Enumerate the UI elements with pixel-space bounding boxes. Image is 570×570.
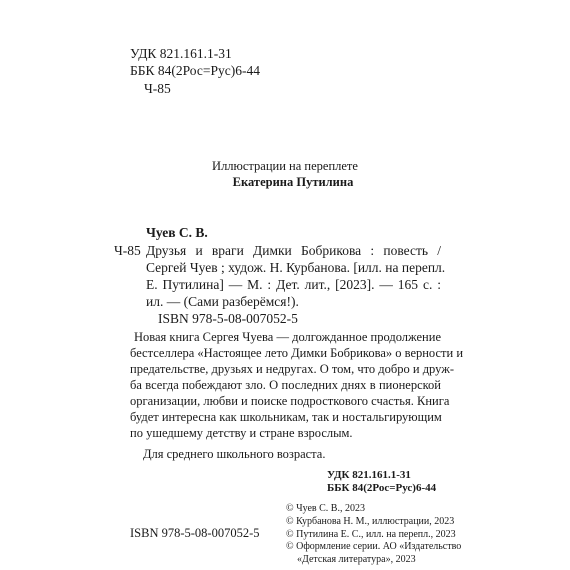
catalog-isbn: ISBN 978-5-08-007052-5	[158, 311, 298, 326]
annotation-line: предательстве, друзьях и недругах. О том, что добро и друж-	[130, 362, 455, 376]
age-note: Для среднего школьного возраста.	[143, 447, 326, 461]
annotation-line: организации, любви и поиске подросткового счастья. Книга	[130, 394, 450, 408]
copyright-block	[286, 503, 461, 567]
copyright-line: © Чуев С. В., 2023	[286, 503, 365, 514]
description-line: Друзья и враги Димки Бобрикова : повесть /	[146, 243, 441, 258]
copyright-line: © Курбанова Н. М., иллюстрации, 2023	[286, 515, 455, 527]
copyright-line: © Путилина Е. С., илл. на перепл., 2023	[286, 528, 456, 540]
illustrator-name: Екатерина Путилина	[232, 175, 354, 189]
description-line: ил. — (Сами разберёмся!).	[146, 294, 299, 309]
annotation-line: ба всегда побеждают зло. О последних днях в пионерской	[130, 378, 441, 392]
udk-code-top: УДК 821.161.1-31	[130, 46, 232, 61]
bbk-code-top: ББК 84(2Рос=Рус)6-44	[130, 63, 260, 78]
annotation	[130, 329, 464, 441]
author-sign-top: Ч-85	[144, 81, 171, 96]
description-line: Сергей Чуев ; худож. Н. Курбанова. [илл. на перепл.	[146, 260, 446, 275]
catalog-description	[146, 242, 446, 310]
annotation-line: по ушедшему детству и стране взрослым.	[130, 426, 353, 440]
catalog-author-heading: Чуев С. В.	[146, 225, 208, 240]
illustrator-credit-label: Иллюстрации на переплете	[212, 159, 358, 173]
annotation-line: будет интересна как школьникам, так и ностальгирующим	[130, 410, 442, 424]
catalog-author-sign: Ч-85	[114, 243, 141, 258]
bbk-code-card: ББК 84(2Рос=Рус)6-44	[327, 482, 437, 494]
copyright-line: © Оформление серии. АО «Издательство	[286, 541, 462, 553]
description-line: Е. Путилина] — М. : Дет. лит., [2023]. — 165 с. :	[146, 277, 441, 292]
annotation-line: бестселлера «Настоящее лето Димки Бобрикова» о верности и	[130, 346, 464, 360]
annotation-line: Новая книга Сергея Чуева — долгожданное продолжение	[133, 330, 441, 344]
isbn-bottom: ISBN 978-5-08-007052-5	[130, 526, 260, 540]
udk-code-card: УДК 821.161.1-31	[327, 469, 411, 481]
copyright-line: «Детская литература», 2023	[297, 554, 416, 566]
